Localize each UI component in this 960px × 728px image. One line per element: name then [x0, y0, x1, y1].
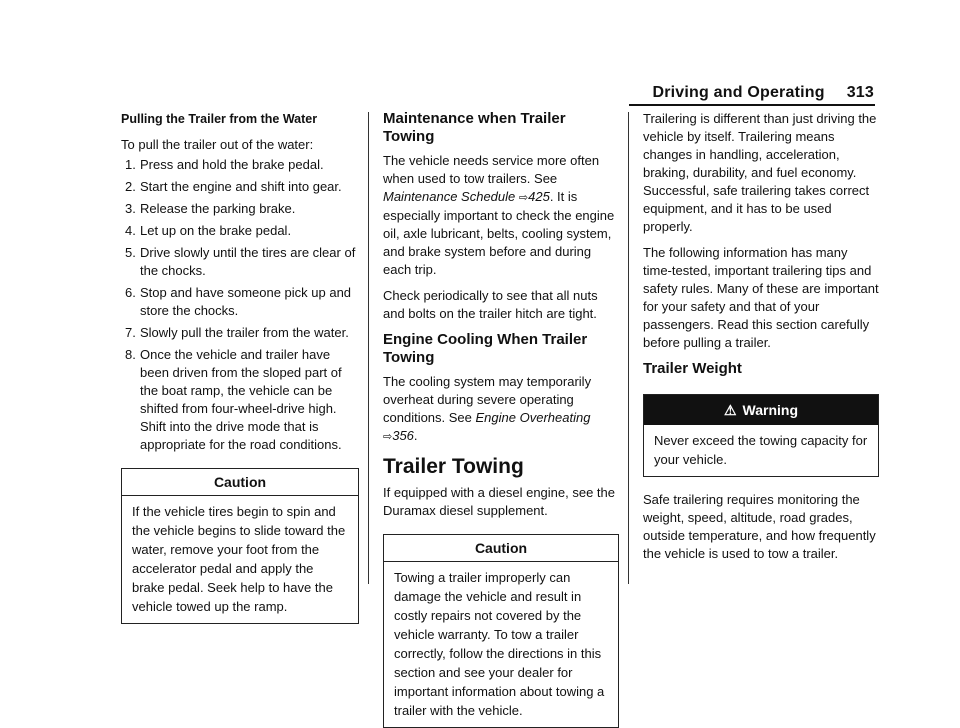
page-reference-arrow-icon: ⇨ [518, 192, 529, 204]
check-paragraph: Check periodically to see that all nuts and bolts on the trailer hitch are tight. [383, 288, 598, 321]
caution-box-1 [121, 468, 359, 624]
column-2 [383, 110, 619, 728]
subheading-pulling-trailer: Pulling the Trailer from the Water [121, 112, 318, 126]
heading-trailer-weight: Trailer Weight [643, 360, 742, 377]
list-item: 4. Let up on the brake pedal. [125, 223, 292, 238]
cooling-paragraph: The cooling system may temporarily overheat during severe operating conditions. See Engine Overheating ⇨356. [383, 374, 592, 443]
heading-engine-cooling: Engine Cooling When Trailer Towing [383, 331, 588, 366]
list-item: 1. Press and hold the brake pedal. [125, 157, 324, 172]
heading-maintenance: Maintenance when Trailer Towing [383, 110, 566, 145]
warning-triangle-icon: ⚠ [723, 402, 737, 418]
info-paragraph: The following information has many time-tested, important trailering tips and safety rules. Many of these are important for your safety and that of your passengers. Read this section carefully before pulling a trailer. [643, 245, 879, 350]
caution-text: Towing a trailer improperly can damage the vehicle and result in costly repairs not covered by the vehicle warranty. To tow a trailer correctly, follow the directions in this section and see your dealer for important information about towing a trailer with the vehicle. [394, 570, 605, 718]
steps-list [121, 156, 359, 454]
running-header [652, 84, 874, 102]
caution-text: If the vehicle tires begin to spin and the vehicle begins to slide toward the water, remove your foot from the accelerator pedal and apply the brake pedal. Seek help to have the vehicle towed up the ramp. [132, 504, 346, 614]
page-number: 313 [846, 84, 874, 101]
list-item: 2. Start the engine and shift into gear. [125, 179, 342, 194]
list-item: 3. Release the parking brake. [125, 201, 296, 216]
header-rule [629, 104, 875, 106]
monitoring-paragraph: Safe trailering requires monitoring the weight, speed, altitude, road grades, outside temperature, and how frequently the vehicle is used to tow a trailer. [643, 492, 876, 561]
trailering-paragraph: Trailering is different than just driving the vehicle by itself. Trailering means changes in handling, acceleration, braking, durability, and fuel economy. Successful, safe trailering takes correct equipment, and it has to be used properly. [643, 111, 877, 234]
caution-box-2 [383, 534, 619, 728]
towing-paragraph: If equipped with a diesel engine, see the Duramax diesel supplement. [383, 485, 616, 518]
maintenance-page-ref[interactable]: 425 [528, 189, 550, 204]
column-3 [643, 110, 879, 571]
maintenance-schedule-link[interactable]: Maintenance Schedule [383, 189, 516, 204]
page-reference-arrow-icon: ⇨ [383, 431, 393, 443]
column-divider-1 [368, 112, 369, 584]
caution-title: Caution [122, 469, 358, 496]
list-item: 5. Drive slowly until the tires are clear of the chocks. [125, 245, 356, 278]
list-item: 6. Stop and have someone pick up and store the chocks. [125, 285, 352, 318]
warning-title: Warning [742, 402, 799, 418]
caution-title: Caution [384, 535, 618, 562]
steps-intro: To pull the trailer out of the water: [121, 137, 314, 152]
list-item: 7. Slowly pull the trailer from the water. [125, 325, 349, 340]
list-item: 8. Once the vehicle and trailer have been driven from the sloped part of the boat ramp, the vehicle can be shifted from four-wheel-drive high. Shift into the drive mode that is appropriate for the road conditions. [125, 347, 342, 452]
engine-overheating-link[interactable]: Engine Overheating [475, 410, 591, 425]
column-divider-2 [628, 112, 629, 584]
warning-title-bar [644, 395, 878, 425]
maintenance-paragraph: The vehicle needs service more often when used to tow trailers. See Maintenance Schedule ⇨425. It is especially important to check the engine oil, axle lubricant, belts, cooling system, and brake system before and during each trip. [383, 153, 615, 277]
warning-text: Never exceed the towing capacity for your vehicle. [654, 433, 868, 467]
column-1 [121, 110, 359, 624]
overheating-page-ref[interactable]: 356 [392, 428, 414, 443]
heading-trailer-towing: Trailer Towing [383, 455, 524, 478]
section-title: Driving and Operating [652, 84, 825, 101]
warning-box [643, 394, 879, 477]
